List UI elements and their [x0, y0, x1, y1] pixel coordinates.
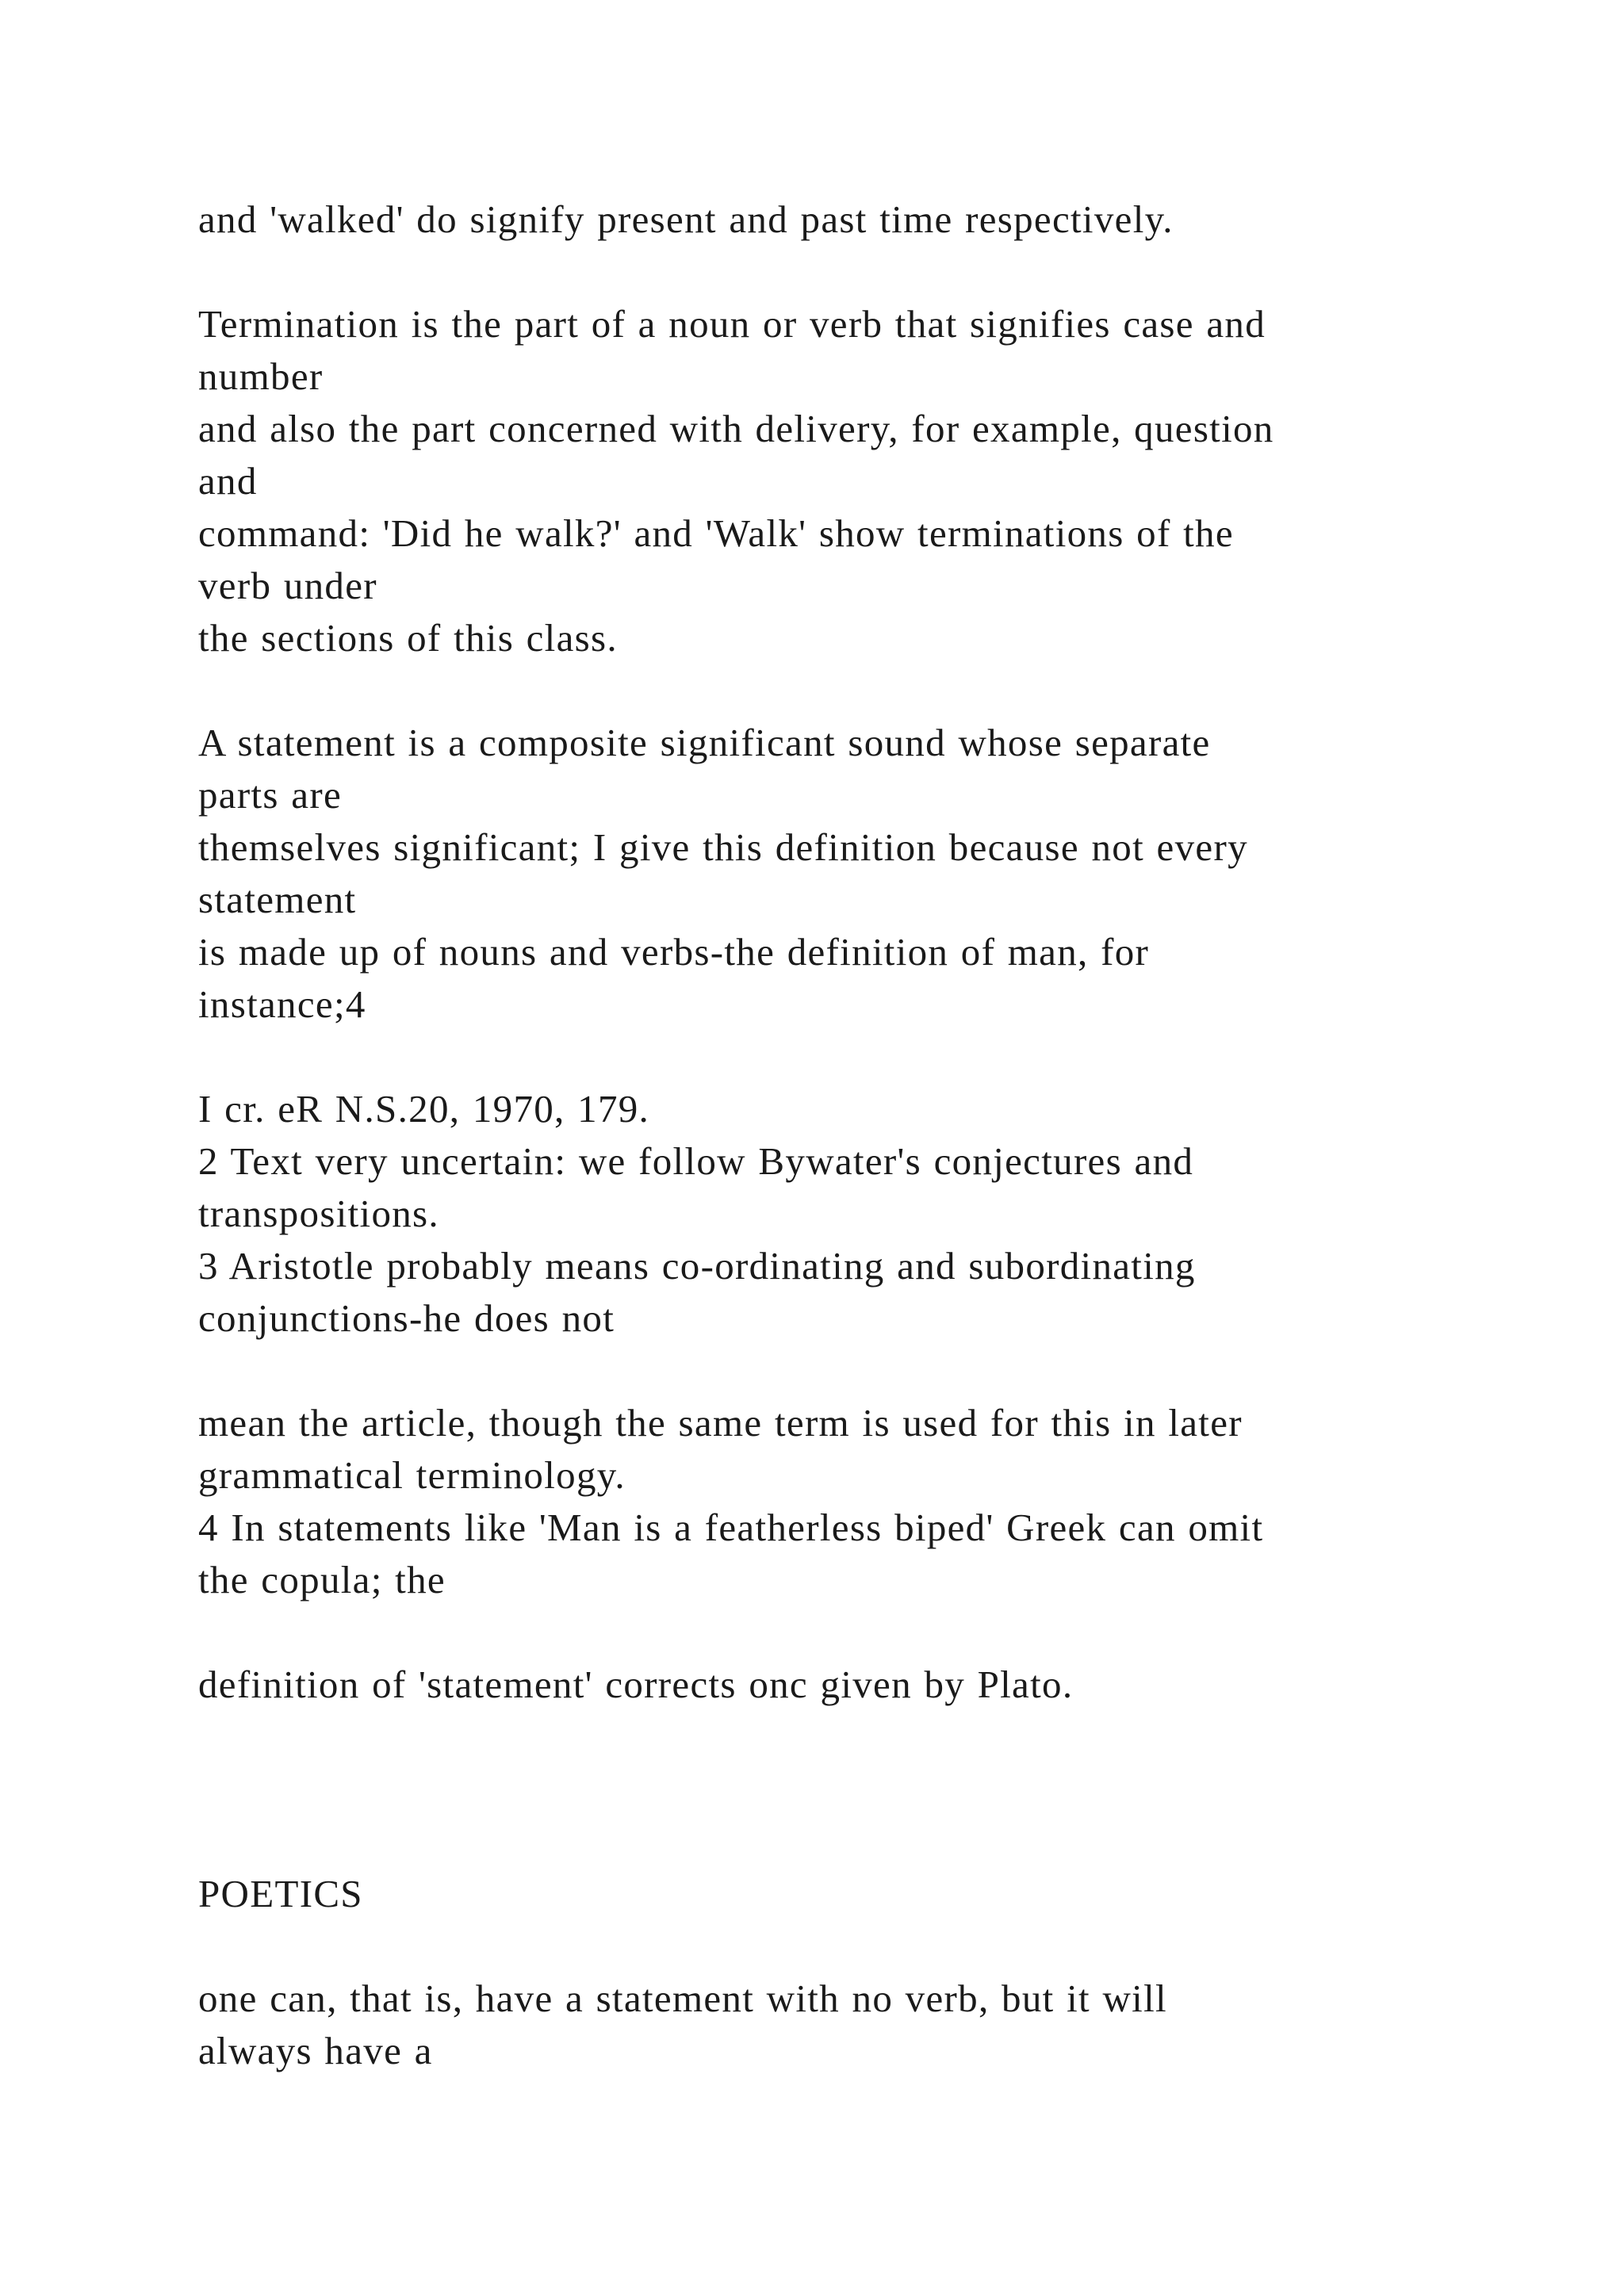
text-line: verb under — [198, 564, 377, 607]
blank-line — [198, 1763, 1499, 1816]
text-line: number — [198, 354, 324, 398]
text-line: 2 Text very uncertain: we follow Bywater's conjectures and — [198, 1139, 1194, 1183]
text-line: is made up of nouns and verbs-the definition of man, for — [198, 930, 1150, 974]
blank-line — [198, 1816, 1499, 1868]
text-line: always have a — [198, 2029, 433, 2072]
blank-line — [198, 1711, 1499, 1763]
text-line: Termination is the part of a noun or verb that signifies case and — [198, 302, 1266, 346]
blank-line — [198, 664, 1499, 717]
blank-line — [198, 1345, 1499, 1397]
text-line: themselves significant; I give this definition because not every — [198, 825, 1248, 869]
text-line: mean the article, though the same term is used for this in later — [198, 1401, 1243, 1445]
text-line: 4 In statements like 'Man is a featherless biped' Greek can omit — [198, 1506, 1264, 1549]
text-line: I cr. eR N.S.20, 1970, 179. — [198, 1087, 650, 1131]
text-line: and — [198, 459, 258, 503]
text-line: 3 Aristotle probably means co-ordinating and subordinating — [198, 1244, 1196, 1288]
text-line: transpositions. — [198, 1192, 439, 1235]
blank-line — [198, 1606, 1499, 1659]
document-text — [198, 193, 1499, 2077]
text-line: the copula; the — [198, 1558, 446, 1601]
text-line: POETICS — [198, 1872, 363, 1915]
blank-line — [198, 246, 1499, 298]
text-line: command: 'Did he walk?' and 'Walk' show terminations of the — [198, 511, 1234, 555]
text-line: definition of 'statement' corrects onc given by Plato. — [198, 1663, 1074, 1706]
text-line: and also the part concerned with delivery, for example, question — [198, 407, 1274, 450]
text-line: A statement is a composite significant sound whose separate — [198, 721, 1211, 764]
text-line: one can, that is, have a statement with no verb, but it will — [198, 1976, 1167, 2020]
blank-line — [198, 1920, 1499, 1973]
text-line: conjunctions-he does not — [198, 1296, 615, 1340]
blank-line — [198, 1031, 1499, 1083]
text-line: instance;4 — [198, 982, 366, 1026]
text-line: statement — [198, 878, 357, 921]
text-line: grammatical terminology. — [198, 1453, 626, 1497]
text-line: parts are — [198, 773, 343, 817]
text-line: the sections of this class. — [198, 616, 618, 660]
text-line: and 'walked' do signify present and past time respectively. — [198, 197, 1174, 241]
